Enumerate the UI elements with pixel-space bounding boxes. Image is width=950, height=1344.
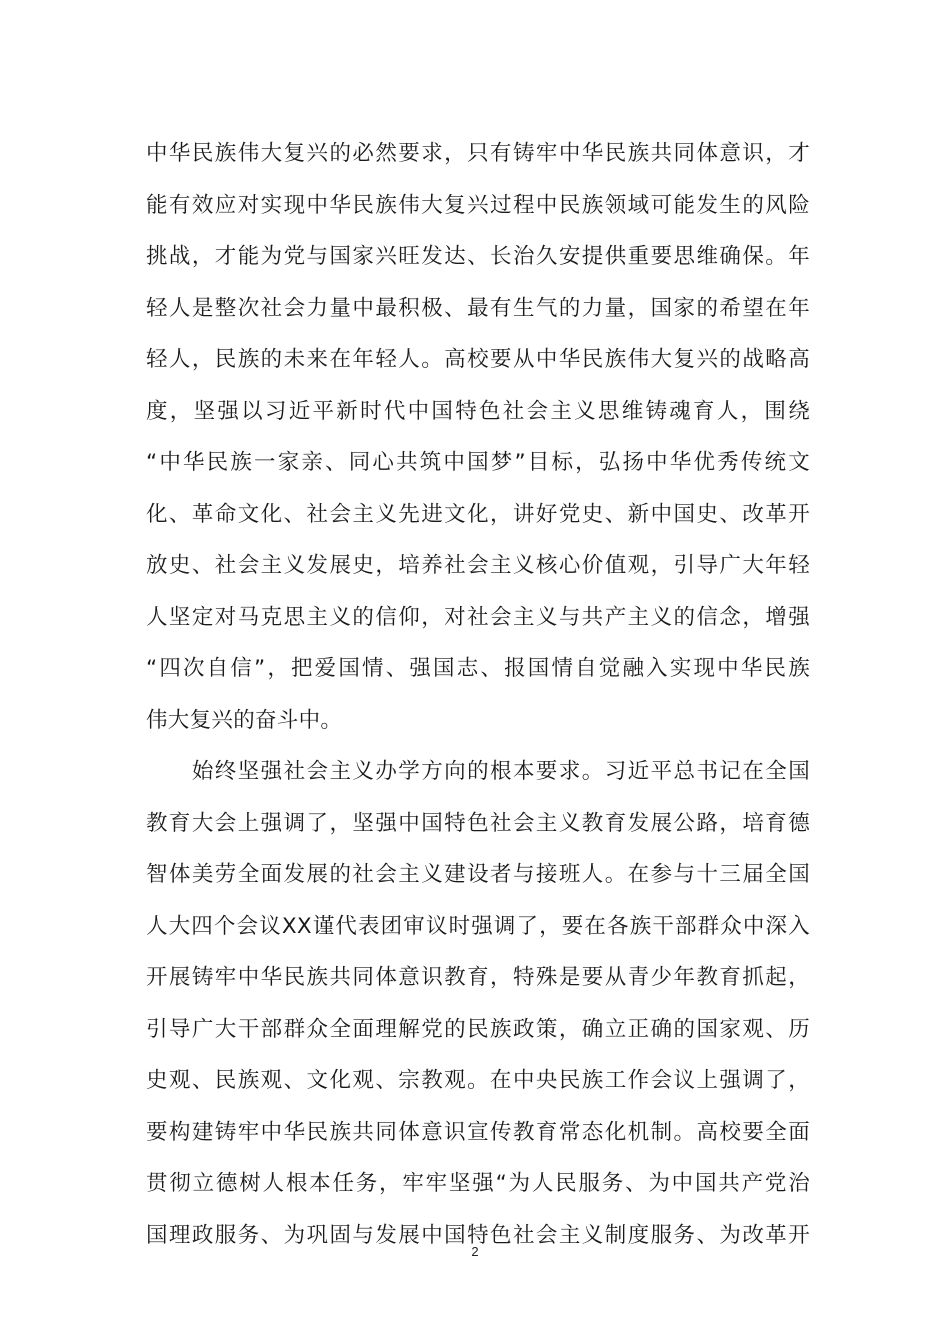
text-line: 智体美劳全面发展的社会主义建设者与接班人。在参与十三届全国	[146, 862, 810, 887]
paragraph-1	[146, 128, 810, 746]
text-line: 中华民族伟大复兴的必然要求，只有铸牢中华民族共同体意识，才	[146, 141, 810, 166]
text-line: 轻人，民族的未来在年轻人。高校要从中华民族伟大复兴的战略高	[146, 347, 810, 372]
text-line: “中华民族一家亲、同心共筑中国梦”目标，弘扬中华优秀传统文	[146, 450, 810, 475]
text-line: “四次自信”，把爱国情、强国志、报国情自觉融入实现中华民族	[146, 656, 810, 681]
text-line: 伟大复兴的奋斗中。	[146, 707, 343, 733]
text-line: 化、革命文化、社会主义先进文化，讲好党史、新中国史、改革开	[146, 501, 810, 527]
text-line: 人大四个会议XX谨代表团审议时强调了，要在各族干部群众中深入	[146, 913, 810, 939]
text-line: 史观、民族观、文化观、宗教观。在中央民族工作会议上强调了，	[146, 1068, 810, 1093]
text-line: 挑战，才能为党与国家兴旺发达、长治久安提供重要思维确保。年	[146, 244, 810, 269]
text-line: 教育大会上强调了，坚强中国特色社会主义教育发展公路，培育德	[146, 810, 810, 836]
text-line: 国理政服务、为巩固与发展中国特色社会主义制度服务、为改革开	[146, 1222, 810, 1248]
text-line: 能有效应对实现中华民族伟大复兴过程中民族领域可能发生的风险	[146, 192, 810, 218]
text-line: 要构建铸牢中华民族共同体意识宣传教育常态化机制。高校要全面	[146, 1119, 810, 1145]
text-line: 引导广大干部群众全面理解党的民族政策，确立正确的国家观、历	[146, 1016, 810, 1042]
paragraph-2	[146, 746, 810, 1261]
page-number: 2	[471, 1244, 479, 1259]
text-line: 放史、社会主义发展史，培养社会主义核心价值观，引导广大年轻	[146, 553, 810, 578]
text-line: 轻人是整次社会力量中最积极、最有生气的力量，国家的希望在年	[146, 295, 810, 321]
text-line: 开展铸牢中华民族共同体意识教育，特殊是要从青少年教育抓起，	[146, 965, 810, 990]
text-line: 人坚定对马克思主义的信仰，对社会主义与共产主义的信念，增强	[146, 604, 810, 630]
text-line: 始终坚强社会主义办学方向的根本要求。习近平总书记在全国	[146, 759, 810, 784]
body-text	[146, 128, 810, 1261]
text-line: 贯彻立德树人根本任务，牢牢坚强“为人民服务、为中国共产党治	[146, 1171, 810, 1196]
text-line: 度，坚强以习近平新时代中国特色社会主义思维铸魂育人，围绕	[146, 398, 810, 424]
